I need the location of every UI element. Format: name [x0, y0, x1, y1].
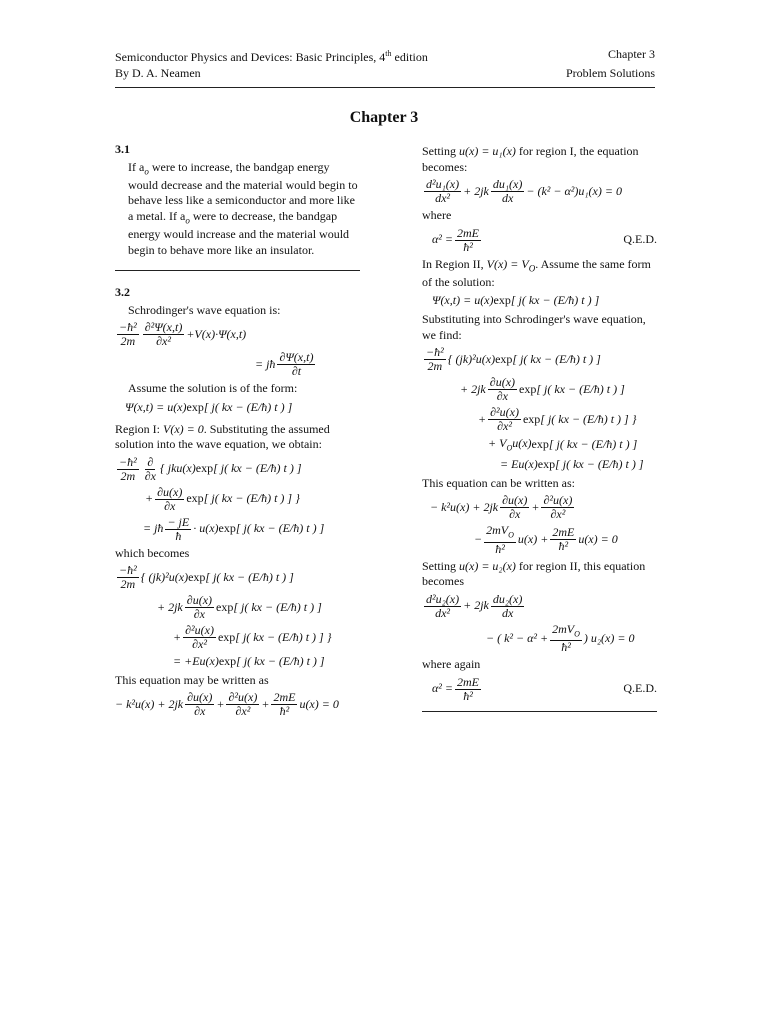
which-becomes-text: which becomes: [115, 545, 190, 560]
problem-number-3-1: 3.1: [115, 142, 130, 156]
region-1-text: Region I: V(x) = 0. Substituting the assumed solution into the wave equation, we obtain:: [115, 421, 330, 452]
equation: − k²u(x) + 2jk $\frac{\partial u(x)}{\partial x}$ + $\frac{\text{∂²u(x)}}{\text{∂x²}}$: [430, 493, 573, 522]
can-be-written-text: This equation can be written as:: [422, 475, 575, 490]
equation: α² = $\frac{2mE}{\text{ħ²}}$ Q.E.D.: [432, 674, 657, 703]
equation: $\frac{\text{d²u₂(x)}}{\text{dx²}}$ + 2jk $\frac{\text{du₂(x)}}{dx}$: [426, 591, 523, 620]
equation: + $\frac{\text{∂²u(x)}}{\text{∂x²}}$ exp [ j( kx − (E/ħ) t ) ] }: [478, 405, 637, 434]
equation: = jħ $\frac{\partial\Psi(x,t)}{\partial t}$: [255, 350, 314, 379]
equation: + $\frac{\partial u(x)}{\partial x}$ exp [ j( kx − (E/ħ) t ) ] }: [145, 484, 300, 513]
right-column: [422, 144, 657, 722]
equation: $\frac{\text{−ħ²}}{2m}$ $\frac{\text{∂²Ψ(x,t)}}{\text{∂x²}}$ +V(x)·Ψ(x,t): [119, 320, 247, 349]
equation: = Eu(x) exp [ j( kx − (E/ħ) t ) ]: [500, 457, 644, 472]
page-header: [115, 46, 655, 88]
setting-region-1-text: Setting u(x) = u₁(x) for region I, the equation becomes:: [422, 144, 639, 174]
equation: + 2jk $\frac{\partial u(x)}{\partial x}$ exp [ j( kx − (E/ħ) t ) ]: [460, 375, 625, 404]
author: By D. A. Neamen: [115, 66, 201, 80]
equation: = jħ $\frac{- jE}{ħ}$ · u(x) exp [ j( kx − (E/ħ) t ) ]: [143, 514, 325, 543]
equation: − $\frac{2mV_O}{\text{ħ²}}$ u(x) + $\frac{2mE}{\text{ħ²}}$ u(x) = 0: [474, 523, 618, 556]
region-2-text: In Region II, $V(x) = V_O$. Assume the same form of the solution:: [422, 256, 651, 289]
assume-text: Assume the solution is of the form:: [128, 381, 298, 396]
setting-region-2-text: Setting u(x) = u₂(x) for region II, this equation becomes: [422, 558, 646, 589]
section-label: Problem Solutions: [565, 66, 655, 80]
equation: Ψ(x,t) = u(x) exp [ j( kx − (E/ħ) t ) ]: [125, 399, 293, 414]
where-again-text: where again: [422, 657, 481, 672]
equation: − ( k² − α² + $\frac{2mV_O}{\text{ħ²}}$ ) u₂(x) = 0: [486, 621, 635, 655]
equation: + $V_Ou(x)$ exp [ j( kx − (E/ħ) t ) ]: [488, 436, 638, 453]
may-be-written-text: This equation may be written as: [115, 672, 269, 687]
chapter-title: Chapter 3: [349, 109, 419, 126]
qed-label: Q.E.D.: [623, 681, 657, 696]
substituting-text: Substituting into Schrodinger's wave equation, we find:: [422, 312, 646, 342]
divider: [422, 711, 657, 712]
left-column: [115, 142, 360, 721]
equation: $\frac{\text{d²u₁(x)}}{\text{dx²}}$ + 2jk $\frac{\text{du₁(x)}}{dx}$ − (k² − α²)u₁(x) = 0: [426, 177, 622, 206]
book-title: Semiconductor Physics and Devices: Basic Principles, 4th edition: [115, 49, 428, 64]
problem-number-3-2: 3.2: [115, 285, 130, 300]
equation: $\frac{\text{−ħ²}}{2m}$ { (jk)²u(x) exp [ j( kx − (E/ħ) t ) ]: [426, 345, 601, 374]
divider: [115, 270, 360, 271]
equation: $\frac{\text{−ħ²}}{2m}$ $\frac{\partial}{\partial x}$ { jku(x) exp [ j( kx − (E/ħ) t ) ]: [119, 454, 302, 483]
qed-label: Q.E.D.: [623, 232, 657, 247]
equation: α² = $\frac{2mE}{\text{ħ²}}$ Q.E.D.: [432, 225, 657, 254]
problem-3-1-text: If $a_o$ were to increase, the bandgap energy would decrease and the material would begin to behave less like a semiconductor and more like a metal. If $a_o$ were to decrease, the bandgap energy would increase and the material would begin to behave more like an insulator.: [128, 159, 358, 257]
equation: + 2jk $\frac{\partial u(x)}{\partial x}$ exp [ j( kx − (E/ħ) t ) ]: [157, 593, 322, 622]
equation: $\frac{\text{−ħ²}}{2m}$ { (jk)²u(x) exp [ j( kx − (E/ħ) t ) ]: [119, 563, 294, 592]
equation: Ψ(x,t) = u(x) exp [ j( kx − (E/ħ) t ) ]: [432, 293, 600, 308]
equation: + $\frac{\text{∂²u(x)}}{\text{∂x²}}$ exp [ j( kx − (E/ħ) t ) ] }: [173, 623, 332, 652]
where-text: where: [422, 208, 452, 223]
problem-3-2-intro: Schrodinger's wave equation is:: [128, 302, 281, 317]
chapter-label: Chapter 3: [608, 47, 655, 61]
header-divider: [115, 87, 655, 88]
equation: = +Eu(x) exp [ j( kx − (E/ħ) t ) ]: [173, 654, 325, 669]
equation: − k²u(x) + 2jk $\frac{\partial u(x)}{\partial x}$ + $\frac{\text{∂²u(x)}}{\text{∂x²}}$ + $\frac{2mE}{\text{ħ²}}$ u(x) = 0: [115, 690, 339, 719]
